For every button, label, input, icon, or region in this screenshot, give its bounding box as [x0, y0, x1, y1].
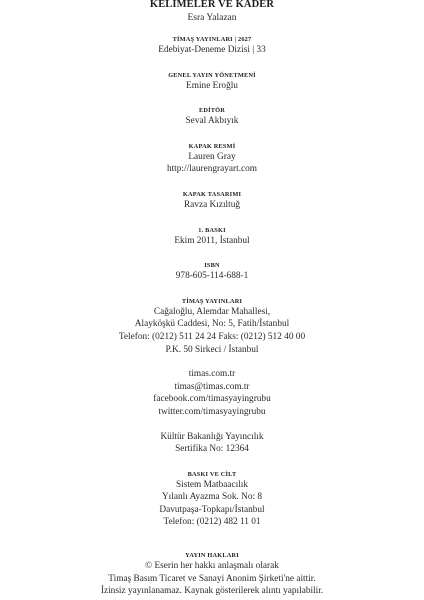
publishing-director-value: Emine Eroğlu [186, 80, 238, 91]
publisher-facebook: facebook.com/timasyayingrubu [153, 394, 271, 405]
publisher-address-line: Cağaloğlu, Alemdar Mahallesi, [153, 306, 271, 317]
series-value: Edebiyat-Deneme Dizisi | 33 [158, 45, 266, 55]
cover-image-label: KAPAK RESMİ [188, 142, 236, 150]
spacer [0, 419, 424, 431]
cover-image-artist: Lauren Gray [188, 151, 236, 162]
publisher-label: TİMAŞ YAYINLARI [181, 297, 243, 305]
rights-section [0, 551, 424, 598]
cover-image-section [0, 142, 424, 176]
publishing-director-section [0, 71, 424, 93]
publisher-twitter: twitter.com/timasyayingrubu [158, 406, 266, 417]
spacer [0, 356, 424, 368]
printing-label: BASKI VE CİLT [187, 470, 237, 478]
certificate-line: Sertifika No: 12364 [175, 444, 249, 455]
rights-label: YAYIN HAKLARI [185, 552, 239, 560]
publisher-section [0, 297, 424, 456]
editor-label: EDİTÖR [198, 107, 226, 115]
cover-design-value: Ravza Kızıltuğ [183, 199, 241, 210]
publisher-website: timas.com.tr [188, 369, 236, 380]
printer-name: Sistem Matbaacılık [175, 479, 249, 490]
isbn-section [0, 261, 424, 283]
edition-section [0, 226, 424, 248]
editor-value: Seval Akbıyık [185, 116, 239, 127]
cover-design-label: KAPAK TASARIMI [182, 190, 242, 198]
cover-design-section [0, 190, 424, 212]
series-section [0, 35, 424, 57]
isbn-label: ISBN [204, 262, 220, 270]
rights-line: Timaş Basım Ticaret ve Sanayi Anonim Şirketi'ne aittir. [108, 573, 316, 584]
publisher-address-line: Alayköşkü Caddesi, No: 5, Fatih/İstanbul [134, 319, 290, 330]
rights-line: İzinsiz yayınlanamaz. Kaynak gösterilerek alıntı yapılabilir. [100, 586, 324, 597]
editor-section [0, 106, 424, 128]
publisher-email: timas@timas.com.tr [174, 381, 250, 392]
book-author: Esra Yalazan [187, 13, 237, 23]
edition-value: Ekim 2011, İstanbul [174, 235, 250, 246]
printer-street: Yılanlı Ayazma Sok. No: 8 [161, 492, 263, 503]
edition-label: 1. BASKI [198, 226, 226, 234]
printer-phone: Telefon: (0212) 482 11 01 [163, 517, 261, 528]
publishing-director-label: GENEL YAYIN YÖNETMENİ [168, 71, 256, 79]
book-title: KELİMELER VE KADER [149, 0, 275, 10]
publisher-pobox-line: P.K. 50 Sirkeci / İstanbul [165, 344, 259, 355]
printing-section [0, 470, 424, 529]
series-label: TİMAŞ YAYINLARI | 2627 [172, 36, 252, 43]
cover-image-url: http://laurengrayart.com [166, 164, 258, 175]
ministry-line: Kültür Bakanlığı Yayıncılık [160, 431, 264, 442]
isbn-value: 978-605-114-688-1 [175, 271, 249, 282]
publisher-phone-line: Telefon: (0212) 511 24 24 Faks: (0212) 512 40 00 [118, 331, 306, 342]
rights-line: © Eserin her hakkı anlaşmalı olarak [145, 561, 279, 572]
printer-city: Davutpaşa-Topkapı/İstanbul [159, 504, 265, 515]
